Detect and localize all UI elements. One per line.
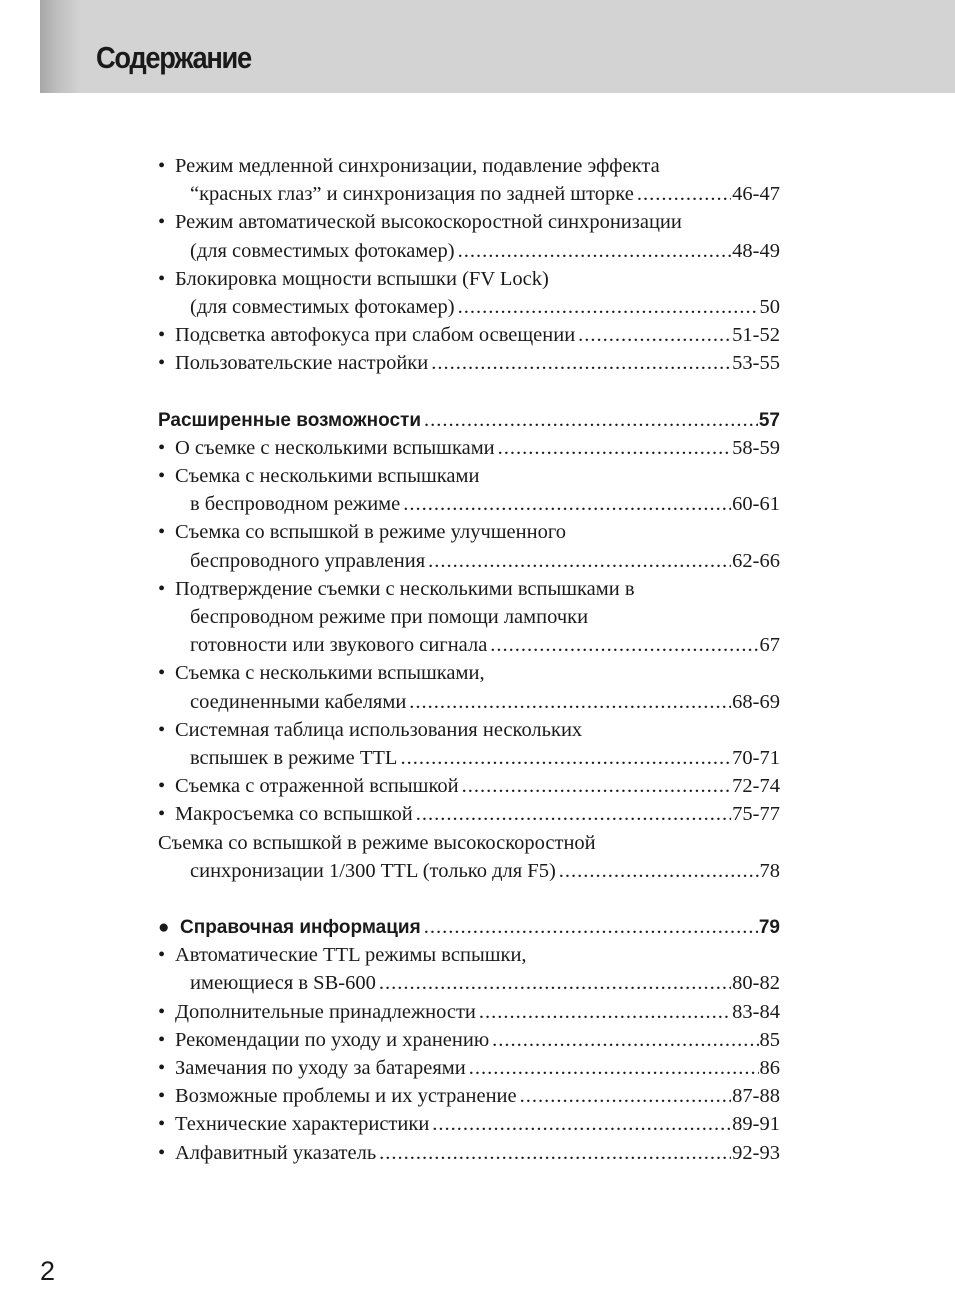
entry-page: 72-74 bbox=[732, 775, 780, 798]
entry-text: в беспроводном режиме bbox=[190, 493, 401, 516]
toc-entry[interactable] bbox=[158, 659, 780, 715]
bullet: • bbox=[158, 352, 166, 375]
entry-text: готовности или звукового сигнала bbox=[190, 634, 488, 657]
table-of-contents bbox=[158, 152, 780, 1167]
entry-text: Блокировка мощности вспышки (FV Lock) bbox=[175, 267, 549, 290]
entry-text: (для совместимых фотокамер) bbox=[190, 295, 455, 318]
leader-dots bbox=[421, 406, 758, 434]
entry-line bbox=[158, 265, 780, 293]
leader-dots bbox=[429, 1110, 731, 1138]
leader-dots bbox=[397, 744, 731, 772]
leader-dots bbox=[428, 349, 731, 377]
entry-page: 83-84 bbox=[732, 1000, 780, 1023]
entry-text: Системная таблица использования нескольких bbox=[175, 718, 583, 741]
toc-entry[interactable] bbox=[158, 1082, 780, 1110]
toc-entry[interactable] bbox=[158, 349, 780, 377]
section-page: 79 bbox=[758, 917, 780, 939]
section-heading[interactable] bbox=[158, 913, 780, 941]
entry-line bbox=[158, 716, 780, 744]
entry-line bbox=[158, 1054, 780, 1082]
entry-text: Технические характеристики bbox=[175, 1113, 430, 1136]
bullet: • bbox=[158, 577, 166, 600]
entry-text: Замечания по уходу за батареями bbox=[175, 1057, 466, 1079]
entry-line bbox=[158, 1139, 780, 1167]
entry-line bbox=[158, 1110, 780, 1138]
bullet: • bbox=[158, 1113, 166, 1136]
toc-gap bbox=[158, 885, 780, 913]
leader-dots bbox=[466, 1054, 759, 1082]
entry-line bbox=[158, 969, 780, 997]
entry-text: Режим автоматической высокоскоростной синхронизации bbox=[175, 211, 682, 234]
entry-page: 50 bbox=[759, 295, 780, 318]
bullet: • bbox=[158, 1057, 166, 1079]
bullet: • bbox=[158, 1141, 166, 1164]
leader-dots bbox=[634, 180, 731, 208]
page-number: 2 bbox=[40, 1256, 56, 1286]
entry-text: Съемка со вспышкой в режиме высокоскоростной bbox=[158, 831, 596, 854]
leader-dots bbox=[487, 631, 758, 659]
bullet: • bbox=[158, 718, 166, 741]
entry-line bbox=[158, 349, 780, 377]
entry-page: 67 bbox=[759, 634, 780, 657]
section-heading[interactable] bbox=[158, 406, 780, 434]
entry-line bbox=[158, 1026, 780, 1054]
entry-line bbox=[158, 547, 780, 575]
toc-entry[interactable] bbox=[158, 1026, 780, 1054]
entry-text: Съемка с отраженной вспышкой bbox=[175, 775, 459, 798]
entry-text: Рекомендации по уходу и хранению bbox=[175, 1028, 490, 1051]
entry-page: 70-71 bbox=[732, 746, 780, 769]
section-page: 57 bbox=[758, 409, 780, 431]
entry-text: (для совместимых фотокамер) bbox=[190, 239, 455, 262]
entry-line bbox=[158, 490, 780, 518]
entry-line bbox=[158, 518, 780, 546]
entry-line bbox=[158, 603, 780, 631]
entry-text: имеющиеся в SB-600 bbox=[190, 972, 376, 995]
entry-line bbox=[158, 998, 780, 1026]
toc-group-3 bbox=[158, 941, 780, 1167]
entry-line bbox=[158, 772, 780, 800]
toc-entry[interactable] bbox=[158, 941, 780, 997]
section-title: Справочная информация bbox=[180, 917, 421, 939]
entry-line bbox=[158, 152, 780, 180]
entry-line bbox=[158, 208, 780, 236]
entry-page: 51-52 bbox=[732, 324, 780, 347]
entry-text: Макросъемка со вспышкой bbox=[175, 803, 413, 826]
toc-entry[interactable] bbox=[158, 829, 780, 885]
leader-dots bbox=[476, 998, 731, 1026]
entry-page: 68-69 bbox=[732, 690, 780, 713]
leader-dots bbox=[425, 547, 731, 575]
entry-line bbox=[158, 575, 780, 603]
bullet: • bbox=[158, 465, 166, 488]
entry-line bbox=[158, 941, 780, 969]
entry-page: 53-55 bbox=[732, 352, 780, 375]
section-title: Расширенные возможности bbox=[158, 409, 422, 431]
bullet: • bbox=[158, 436, 166, 459]
entry-page: 48-49 bbox=[732, 239, 780, 262]
entry-text: вспышек в режиме TTL bbox=[190, 746, 398, 769]
entry-line bbox=[158, 659, 780, 687]
entry-text: “красных глаз” и синхронизация по задней шторке bbox=[190, 183, 634, 206]
toc-entry[interactable] bbox=[158, 518, 780, 574]
bullet: • bbox=[158, 211, 166, 234]
leader-dots bbox=[400, 490, 731, 518]
entry-page: 62-66 bbox=[732, 549, 780, 572]
toc-entry[interactable] bbox=[158, 800, 780, 828]
entry-page: 92-93 bbox=[732, 1141, 780, 1164]
entry-page: 78 bbox=[759, 859, 780, 882]
toc-entry[interactable] bbox=[158, 434, 780, 462]
toc-entry[interactable] bbox=[158, 1054, 780, 1082]
toc-entry[interactable] bbox=[158, 265, 780, 321]
toc-group-2 bbox=[158, 434, 780, 885]
entry-page: 46-47 bbox=[732, 183, 780, 206]
entry-text: Возможные проблемы и их устранение bbox=[175, 1085, 517, 1108]
toc-entry[interactable] bbox=[158, 1139, 780, 1167]
leader-dots bbox=[517, 1082, 732, 1110]
leader-dots bbox=[421, 913, 758, 941]
entry-text: Съемка с несколькими вспышками, bbox=[175, 662, 485, 685]
toc-entry[interactable] bbox=[158, 575, 780, 660]
entry-line bbox=[158, 293, 780, 321]
entry-page: 85 bbox=[759, 1028, 780, 1051]
entry-line bbox=[158, 462, 780, 490]
entry-text: Автоматические TTL режимы вспышки, bbox=[175, 944, 527, 967]
toc-entry[interactable] bbox=[158, 208, 780, 264]
leader-dots bbox=[459, 772, 732, 800]
bullet: • bbox=[158, 267, 166, 290]
entry-line bbox=[158, 434, 780, 462]
entry-text: Дополнительные принадлежности bbox=[175, 1000, 476, 1023]
entry-text: беспроводного управления bbox=[190, 549, 426, 572]
bullet: • bbox=[158, 1085, 166, 1108]
entry-text: Съемка с несколькими вспышками bbox=[175, 465, 480, 488]
leader-dots bbox=[495, 434, 732, 462]
entry-page: 80-82 bbox=[732, 972, 780, 995]
entry-text: соединенными кабелями bbox=[190, 690, 407, 713]
entry-line bbox=[158, 1082, 780, 1110]
section-bullet: ● bbox=[158, 917, 170, 939]
entry-line bbox=[158, 180, 780, 208]
leader-dots bbox=[556, 857, 759, 885]
entry-page: 60-61 bbox=[732, 493, 780, 516]
entry-page: 75-77 bbox=[732, 803, 780, 826]
toc-entry[interactable] bbox=[158, 998, 780, 1026]
toc-entry[interactable] bbox=[158, 462, 780, 518]
entry-page: 58-59 bbox=[732, 436, 780, 459]
entry-line bbox=[158, 829, 780, 857]
entry-page: 87-88 bbox=[732, 1085, 780, 1108]
entry-line bbox=[158, 857, 780, 885]
entry-text: О съемке с несколькими вспышками bbox=[175, 436, 495, 459]
entry-line bbox=[158, 744, 780, 772]
entry-text: беспроводном режиме при помощи лампочки bbox=[190, 606, 589, 628]
leader-dots bbox=[406, 688, 731, 716]
entry-text: Подсветка автофокуса при слабом освещении bbox=[175, 324, 576, 347]
bullet: • bbox=[158, 1000, 166, 1023]
bullet: • bbox=[158, 1028, 166, 1051]
entry-line bbox=[158, 237, 780, 265]
entry-text: Режим медленной синхронизации, подавление эффекта bbox=[175, 155, 660, 177]
bullet: • bbox=[158, 155, 166, 177]
bullet: • bbox=[158, 803, 166, 826]
toc-entry[interactable] bbox=[158, 1110, 780, 1138]
bullet: • bbox=[158, 662, 166, 685]
bullet: • bbox=[158, 521, 166, 544]
leader-dots bbox=[455, 237, 732, 265]
entry-text: Съемка со вспышкой в режиме улучшенного bbox=[175, 521, 566, 544]
leader-dots bbox=[413, 800, 731, 828]
leader-dots bbox=[489, 1026, 758, 1054]
leader-dots bbox=[575, 321, 731, 349]
bullet: • bbox=[158, 775, 166, 798]
entry-text: Пользовательские настройки bbox=[175, 352, 429, 375]
entry-line bbox=[158, 321, 780, 349]
entry-text: синхронизации 1/300 TTL (только для F5) bbox=[190, 859, 556, 882]
toc-entry[interactable] bbox=[158, 772, 780, 800]
entry-text: Подтверждение съемки с несколькими вспышками в bbox=[175, 577, 635, 600]
bullet: • bbox=[158, 324, 166, 347]
toc-entry[interactable] bbox=[158, 152, 780, 208]
leader-dots bbox=[376, 1139, 731, 1167]
page-title: Содержание bbox=[96, 40, 251, 75]
toc-gap bbox=[158, 378, 780, 406]
entry-page: 86 bbox=[759, 1057, 780, 1079]
entry-page: 89-91 bbox=[732, 1113, 780, 1136]
entry-line bbox=[158, 631, 780, 659]
leader-dots bbox=[376, 969, 731, 997]
toc-group-1 bbox=[158, 152, 780, 378]
header-stripe bbox=[40, 0, 80, 93]
entry-text: Алфавитный указатель bbox=[175, 1141, 377, 1164]
bullet: • bbox=[158, 944, 166, 967]
entry-line bbox=[158, 688, 780, 716]
toc-entry[interactable] bbox=[158, 321, 780, 349]
entry-line bbox=[158, 800, 780, 828]
toc-entry[interactable] bbox=[158, 716, 780, 772]
leader-dots bbox=[455, 293, 759, 321]
